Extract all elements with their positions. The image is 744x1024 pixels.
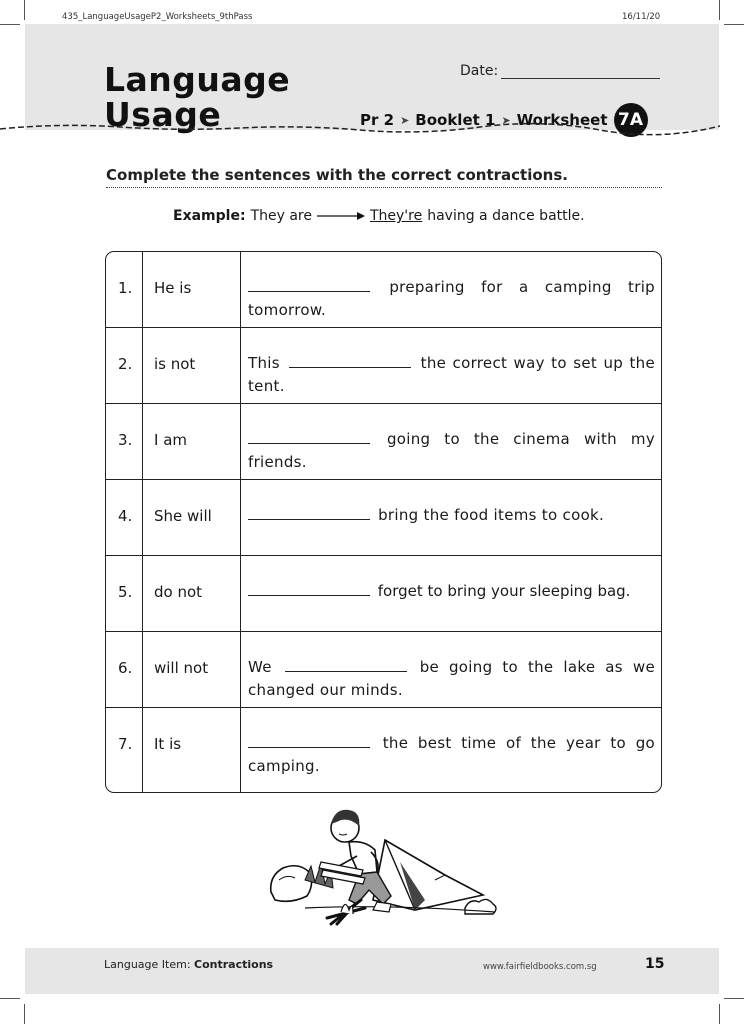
table-row: [106, 556, 661, 632]
table-row: [106, 404, 661, 480]
row-sentence: bring the food items to cook.: [241, 480, 661, 555]
title-line-2: Usage: [104, 95, 222, 134]
row-phrase: I am: [143, 404, 241, 479]
row-number: 1.: [106, 252, 143, 327]
row-number: 7.: [106, 708, 143, 792]
row-sentence: preparing for a camping trip tomorrow.: [248, 278, 655, 319]
booklet-label: Booklet 1: [415, 111, 496, 129]
row-sentence: We be going to the lake as we changed our minds.: [248, 658, 655, 699]
row-number: 2.: [106, 328, 143, 403]
print-filename: 435_LanguageUsageP2_Worksheets_9thPass: [62, 12, 253, 22]
row-phrase: He is: [143, 252, 241, 327]
worksheet-number-badge: 7A: [614, 103, 648, 137]
publisher-website: www.fairfieldbooks.com.sg: [483, 962, 597, 972]
cursor-arrow-icon: ➤: [400, 113, 410, 127]
date-field[interactable]: [501, 78, 660, 79]
table-row: [106, 328, 661, 404]
date-label: Date:: [460, 63, 499, 79]
crop-mark: [719, 1004, 720, 1024]
table-row: [106, 480, 661, 556]
crop-mark: [724, 24, 744, 25]
answer-blank[interactable]: [248, 581, 370, 596]
row-phrase: She will: [143, 480, 241, 555]
example-rest: having a dance battle.: [427, 208, 585, 224]
right-arrow-icon: [317, 211, 365, 221]
tent-icon: [373, 840, 483, 910]
print-date: 16/11/20: [622, 12, 661, 22]
row-sentence: forget to bring your sleeping bag.: [241, 556, 661, 631]
row-number: 6.: [106, 632, 143, 707]
answer-blank[interactable]: [248, 505, 370, 520]
answer-blank[interactable]: [289, 353, 411, 368]
language-item: Language Item: Contractions: [104, 958, 274, 971]
crop-mark: [24, 0, 25, 20]
row-phrase: do not: [143, 556, 241, 631]
table-row: [106, 632, 661, 708]
example-line: [173, 208, 585, 224]
answer-blank[interactable]: [248, 429, 370, 444]
level-label: Pr 2: [360, 111, 395, 129]
row-phrase: will not: [143, 632, 241, 707]
rock-icon: [271, 866, 312, 902]
title-line-1: Language: [104, 60, 291, 99]
answer-blank[interactable]: [248, 277, 370, 292]
crop-mark: [0, 998, 20, 999]
row-number: 5.: [106, 556, 143, 631]
page-number: 15: [645, 956, 665, 972]
cursor-arrow-icon: ➤: [501, 113, 511, 127]
row-sentence: the best time of the year to go camping.: [248, 734, 655, 775]
table-row: [106, 708, 661, 792]
crop-mark: [0, 24, 20, 25]
crop-mark: [719, 0, 720, 20]
example-phrase: They are: [250, 208, 312, 224]
footer-band: [25, 948, 719, 994]
instruction: Complete the sentences with the correct contractions.: [106, 166, 662, 188]
wavy-divider: [0, 118, 744, 138]
crop-mark: [24, 1004, 25, 1024]
row-sentence: This the correct way to set up the tent.: [248, 354, 655, 395]
answer-blank[interactable]: [285, 657, 407, 672]
table-row: [106, 252, 661, 328]
row-phrase: is not: [143, 328, 241, 403]
row-sentence: going to the cinema with my friends.: [248, 430, 655, 471]
example-label: Example:: [173, 208, 246, 224]
row-number: 3.: [106, 404, 143, 479]
row-number: 4.: [106, 480, 143, 555]
exercise-table: [105, 251, 662, 793]
row-phrase: It is: [143, 708, 241, 792]
crop-mark: [724, 998, 744, 999]
answer-blank[interactable]: [248, 733, 370, 748]
example-answer: They're: [369, 208, 423, 224]
camping-boy-illustration: [265, 800, 500, 935]
worksheet-label: Worksheet: [516, 111, 608, 129]
